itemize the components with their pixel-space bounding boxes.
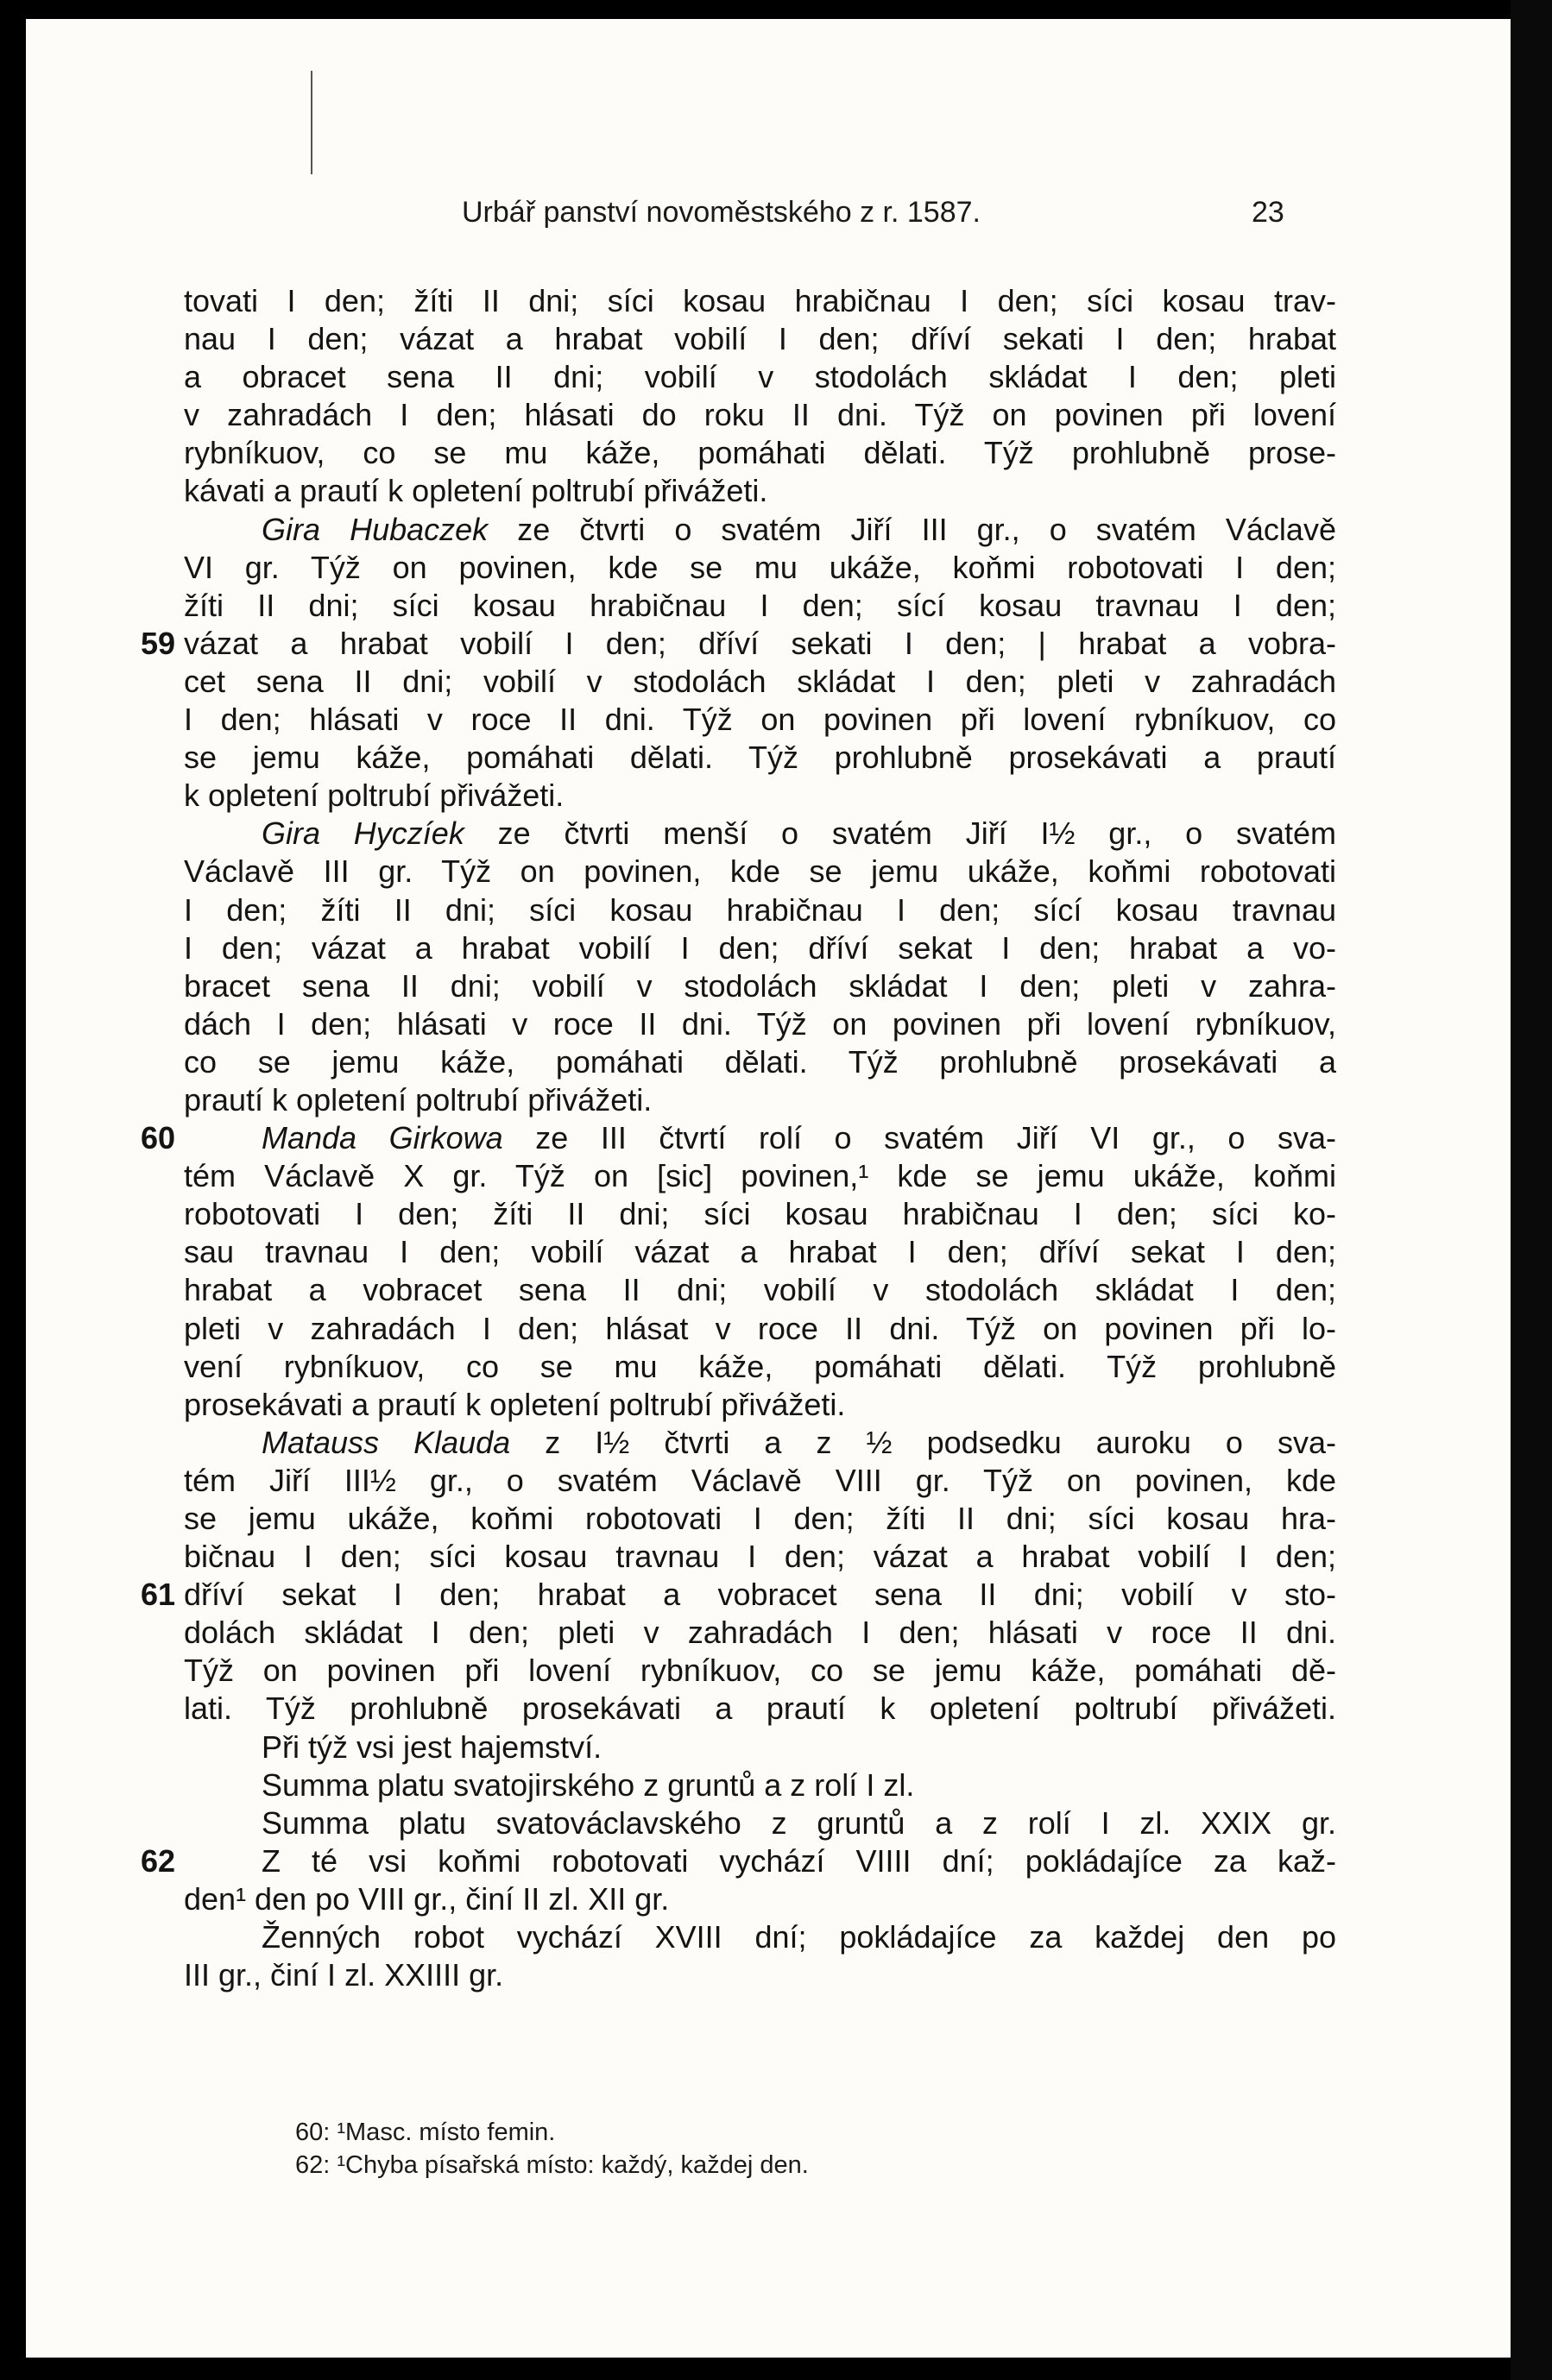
page-number: 23: [1252, 196, 1284, 229]
text-line: [184, 1081, 1336, 1119]
person-name: Manda Girkowa: [262, 1120, 503, 1156]
text-line: [184, 663, 1336, 701]
line-text: rybníkuov, co se mu káže, pomáhati dělati. Týž prohlubně prose-: [184, 435, 1336, 471]
text-line: [184, 853, 1336, 891]
text-line: [184, 1462, 1336, 1500]
text-line: [184, 1043, 1336, 1081]
running-title: Urbář panství novoměstského z r. 1587.: [462, 196, 981, 229]
text-line: [184, 1348, 1336, 1386]
line-text: a obracet sena II dni; vobilí v stodolách skládat I den; pleti: [184, 359, 1336, 395]
text-line: [141, 1842, 1336, 1880]
text-line: [184, 1652, 1336, 1690]
line-text: tovati I den; žíti II dni; síci kosau hrabičnau I den; síci kosau trav-: [184, 283, 1336, 318]
text-line: [184, 549, 1336, 587]
line-text: dříví sekat I den; hrabat a vobracet sena II dni; vobilí v sto-: [184, 1577, 1336, 1613]
text-line: [184, 1728, 1336, 1766]
text-line: [184, 358, 1336, 396]
text-line: [184, 1424, 1336, 1462]
book-page: [26, 19, 1511, 2358]
line-text: Při týž vsi jest hajemství.: [262, 1728, 603, 1765]
line-text: Václavě III gr. Týž on povinen, kde se jemu ukáže, koňmi robotovati: [184, 853, 1336, 890]
body-text: [141, 282, 1336, 1994]
line-text: ze čtvrti o svatém Jiří III gr., o svatém Václavě: [488, 511, 1336, 547]
line-text: Týž on povinen při lovení rybníkuov, co se jemu káže, pomáhati dě-: [184, 1653, 1336, 1689]
line-text: Summa platu svatováclavského z gruntů a z rolí I zl. XXIX gr.: [262, 1804, 1336, 1841]
text-line: [184, 1956, 1336, 1994]
line-text: VI gr. Týž on povinen, kde se mu ukáže, koňmi robotovati I den;: [184, 549, 1336, 585]
line-text: cet sena II dni; vobilí v stodolách skládat I den; pleti v zahradách: [184, 663, 1336, 699]
text-line: [184, 1195, 1336, 1233]
text-line: [184, 396, 1336, 434]
line-text: k opletení poltrubí přivážeti.: [184, 778, 565, 814]
text-line: [184, 967, 1336, 1005]
text-line: [184, 701, 1336, 739]
footnotes: [295, 2116, 809, 2182]
text-line: [184, 472, 1336, 510]
text-line: [184, 1538, 1336, 1576]
text-line: [184, 1005, 1336, 1043]
line-text: robotovati I den; žíti II dni; síci kosau hrabičnau I den; síci ko-: [184, 1196, 1336, 1232]
text-line: [184, 434, 1336, 472]
line-text: dách I den; hlásati v roce II dni. Týž on povinen při lovení rybníkuov,: [184, 1005, 1336, 1042]
line-text: ze III čtvrtí rolí o svatém Jiří VI gr., o sva-: [502, 1120, 1336, 1156]
text-line: [184, 587, 1336, 625]
line-text: sau travnau I den; vobilí vázat a hrabat I den; dříví sekat I den;: [184, 1234, 1336, 1270]
line-text: bracet sena II dni; vobilí v stodolách skládat I den; pleti v zahra-: [184, 967, 1336, 1004]
text-line: [141, 1119, 1336, 1157]
line-text: žíti II dni; síci kosau hrabičnau I den; sící kosau travnau I den;: [184, 587, 1336, 623]
line-text: III gr., činí I zl. XXIIII gr.: [184, 1957, 504, 1993]
text-line: [184, 511, 1336, 549]
text-line: [184, 1918, 1336, 1956]
text-line: [184, 777, 1336, 815]
text-line: [141, 1576, 1336, 1614]
marginal-folio-number: 61: [141, 1577, 176, 1613]
text-line: [184, 739, 1336, 777]
line-text: I den; vázat a hrabat vobilí I den; dříví sekat I den; hrabat a vo-: [184, 929, 1336, 966]
text-line: [184, 1233, 1336, 1271]
line-text: tém Václavě X gr. Týž on [sic] povinen,¹ kde se jemu ukáže, koňmi: [184, 1158, 1336, 1194]
line-text: I den; žíti II dni; síci kosau hrabičnau I den; sící kosau travnau: [184, 891, 1336, 928]
line-text: se jemu ukáže, koňmi robotovati I den; žíti II dni; síci kosau hra-: [184, 1501, 1336, 1536]
line-text: nau I den; vázat a hrabat vobilí I den; dříví sekati I den; hrabat: [184, 321, 1336, 357]
marginal-folio-number: 59: [141, 625, 176, 661]
text-line: [184, 320, 1336, 358]
line-text: tém Jiří III½ gr., o svatém Václavě VIII gr. Týž on povinen, kde: [184, 1462, 1336, 1498]
person-name: Gira Hyczíek: [262, 815, 464, 852]
footnote: 62: ¹Chyba písařská místo: každý, každej den.: [295, 2151, 809, 2179]
line-text: Summa platu svatojirského z gruntů a z rolí I zl.: [262, 1766, 915, 1803]
scan-edge: [1511, 0, 1552, 2380]
line-text: pleti v zahradách I den; hlásat v roce II dni. Týž on povinen při lo-: [184, 1310, 1336, 1346]
line-text: se jemu káže, pomáhati dělati. Týž prohlubně prosekávati a prautí: [184, 740, 1336, 776]
running-header: [26, 196, 1511, 248]
line-text: hrabat a vobracet sena II dni; vobilí v stodolách skládat I den;: [184, 1272, 1336, 1308]
line-text: den¹ den po VIII gr., činí II zl. XII gr.: [184, 1880, 670, 1917]
line-text: v zahradách I den; hlásati do roku II dni. Týž on povinen při lovení: [184, 397, 1336, 433]
text-line: [184, 1386, 1336, 1424]
line-text: ze čtvrti menší o svatém Jiří I½ gr., o svatém: [464, 815, 1336, 852]
text-line: [184, 1690, 1336, 1728]
line-text: prosekávati a prautí k opletení poltrubí přivážeti.: [184, 1386, 846, 1422]
margin-rule: [311, 71, 312, 174]
text-line: [184, 929, 1336, 967]
line-text: Z té vsi koňmi robotovati vychází VIIII dní; pokládajíce za kaž-: [262, 1842, 1336, 1879]
text-line: [184, 815, 1336, 853]
line-text: Ženných robot vychází XVIII dní; pokládajíce za každej den po: [262, 1919, 1336, 1955]
person-name: Gira Hubaczek: [262, 511, 489, 547]
text-line: [184, 1271, 1336, 1309]
line-text: co se jemu káže, pomáhati dělati. Týž prohlubně prosekávati a: [184, 1043, 1336, 1080]
footnote: 60: ¹Masc. místo femin.: [295, 2119, 556, 2146]
text-line: [184, 1766, 1336, 1804]
text-line: [184, 1157, 1336, 1195]
text-line: [184, 1614, 1336, 1652]
marginal-folio-number: 60: [141, 1120, 176, 1156]
text-line: [184, 1804, 1336, 1842]
person-name: Matauss Klauda: [262, 1424, 511, 1460]
text-line: [184, 1880, 1336, 1918]
line-text: z I½ čtvrti a z ½ podsedku auroku o sva-: [510, 1424, 1336, 1460]
text-line: [184, 1500, 1336, 1538]
marginal-folio-number: 62: [141, 1842, 176, 1879]
line-text: I den; hlásati v roce II dni. Týž on povinen při lovení rybníkuov, co: [184, 702, 1336, 738]
line-text: dolách skládat I den; pleti v zahradách I den; hlásati v roce II dni.: [184, 1615, 1336, 1651]
text-line: [184, 1310, 1336, 1348]
text-line: [141, 625, 1336, 663]
text-line: [184, 891, 1336, 929]
line-text: bičnau I den; síci kosau travnau I den; vázat a hrabat vobilí I den;: [184, 1539, 1336, 1575]
line-text: vázat a hrabat vobilí I den; dříví sekati I den; | hrabat a vobra-: [184, 625, 1336, 661]
line-text: kávati a prautí k opletení poltrubí přivážeti.: [184, 473, 768, 509]
text-line: [184, 282, 1336, 320]
line-text: vení rybníkuov, co se mu káže, pomáhati dělati. Týž prohlubně: [184, 1348, 1336, 1384]
line-text: lati. Týž prohlubně prosekávati a prautí k opletení poltrubí přivážeti.: [184, 1691, 1336, 1727]
line-text: prautí k opletení poltrubí přivážeti.: [184, 1081, 653, 1118]
